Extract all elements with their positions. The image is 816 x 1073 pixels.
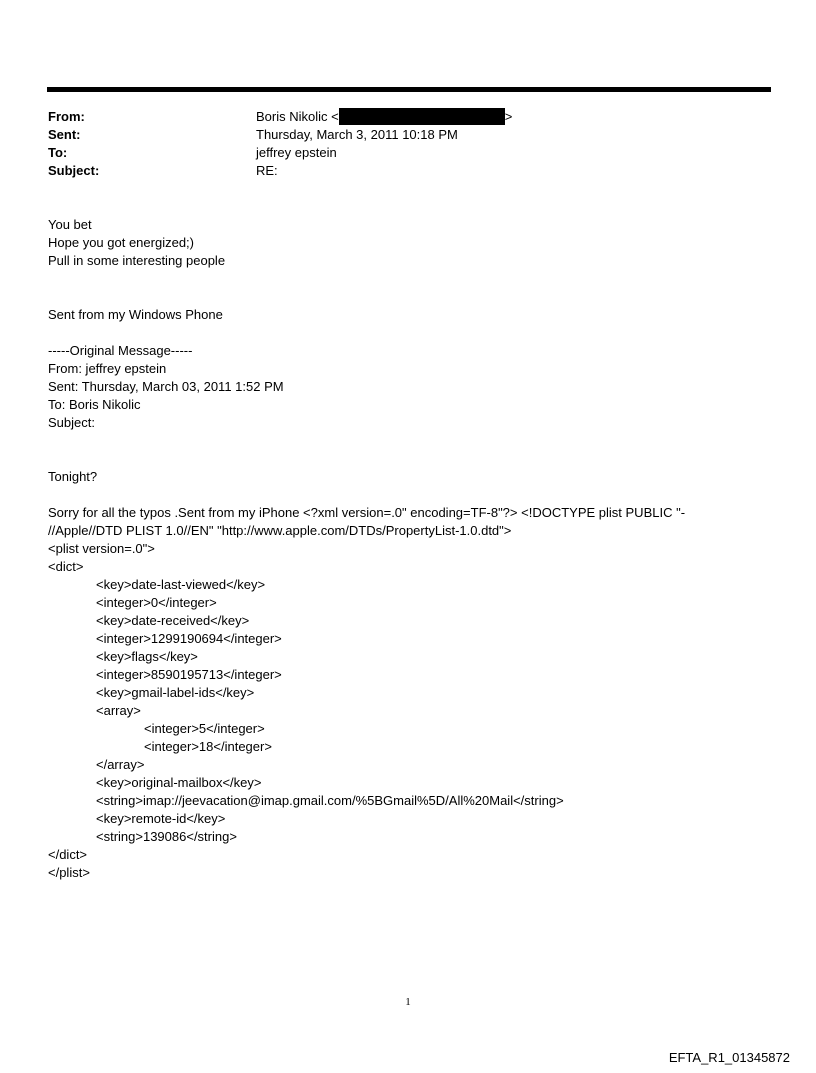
typo-line: Sorry for all the typos .Sent from my iPhone <?xml version=.0" encoding=TF-8"?> <!DOCTYPE plist PUBLIC "- bbox=[48, 505, 686, 520]
plist-line: <string>imap://jeevacation@imap.gmail.com/%5BGmail%5D/All%20Mail</string> bbox=[96, 793, 564, 808]
sent-value: Thursday, March 3, 2011 10:18 PM bbox=[256, 127, 458, 142]
original-subject: Subject: bbox=[48, 415, 95, 430]
reply-line: Hope you got energized;) bbox=[48, 235, 194, 250]
typo-line: //Apple//DTD PLIST 1.0//EN" "http://www.apple.com/DTDs/PropertyList-1.0.dtd"> bbox=[48, 523, 512, 538]
plist-line: <key>date-received</key> bbox=[96, 613, 250, 628]
plist-line: <integer>18</integer> bbox=[144, 739, 272, 754]
original-divider: -----Original Message----- bbox=[48, 343, 193, 358]
plist-line: <key>remote-id</key> bbox=[96, 811, 226, 826]
plist-line: <integer>8590195713</integer> bbox=[96, 667, 282, 682]
to-value: jeffrey epstein bbox=[256, 145, 337, 160]
plist-line: <key>flags</key> bbox=[96, 649, 198, 664]
from-name: Boris Nikolic bbox=[256, 109, 328, 124]
from-label: From: bbox=[48, 109, 85, 124]
reply-line: You bet bbox=[48, 217, 92, 232]
plist-line: <key>gmail-label-ids</key> bbox=[96, 685, 255, 700]
dict-close: </dict> bbox=[48, 847, 88, 862]
from-open-bracket: < bbox=[331, 109, 339, 124]
plist-line: <integer>0</integer> bbox=[96, 595, 217, 610]
from-close-bracket: > bbox=[504, 109, 513, 124]
header-rule bbox=[47, 87, 771, 92]
sent-label: Sent: bbox=[48, 127, 81, 142]
from-value bbox=[256, 108, 512, 126]
page-number: 1 bbox=[405, 996, 411, 1008]
plist-line: <array> bbox=[96, 703, 141, 718]
plist-line: <key>original-mailbox</key> bbox=[96, 775, 262, 790]
plist-open: <plist version=.0"> bbox=[48, 541, 155, 556]
plist-line: </array> bbox=[96, 757, 145, 772]
bates-number: EFTA_R1_01345872 bbox=[668, 1050, 790, 1065]
reply-line: Pull in some interesting people bbox=[48, 253, 226, 268]
plist-close: </plist> bbox=[48, 865, 90, 880]
plist-line: <string>139086</string> bbox=[96, 829, 237, 844]
subject-label: Subject: bbox=[48, 163, 100, 178]
reply-signature: Sent from my Windows Phone bbox=[48, 307, 223, 322]
to-label: To: bbox=[48, 145, 68, 160]
plist-line: <integer>5</integer> bbox=[144, 721, 265, 736]
original-sent: Sent: Thursday, March 03, 2011 1:52 PM bbox=[48, 379, 284, 394]
original-message: Tonight? bbox=[48, 469, 98, 484]
original-from: From: jeffrey epstein bbox=[48, 361, 167, 376]
original-to: To: Boris Nikolic bbox=[48, 397, 141, 412]
redaction-box bbox=[339, 108, 505, 125]
plist-line: <key>date-last-viewed</key> bbox=[96, 577, 266, 592]
email-body bbox=[48, 216, 748, 882]
subject-value: RE: bbox=[256, 163, 278, 178]
plist-line: <integer>1299190694</integer> bbox=[96, 631, 282, 646]
dict-open: <dict> bbox=[48, 559, 84, 574]
